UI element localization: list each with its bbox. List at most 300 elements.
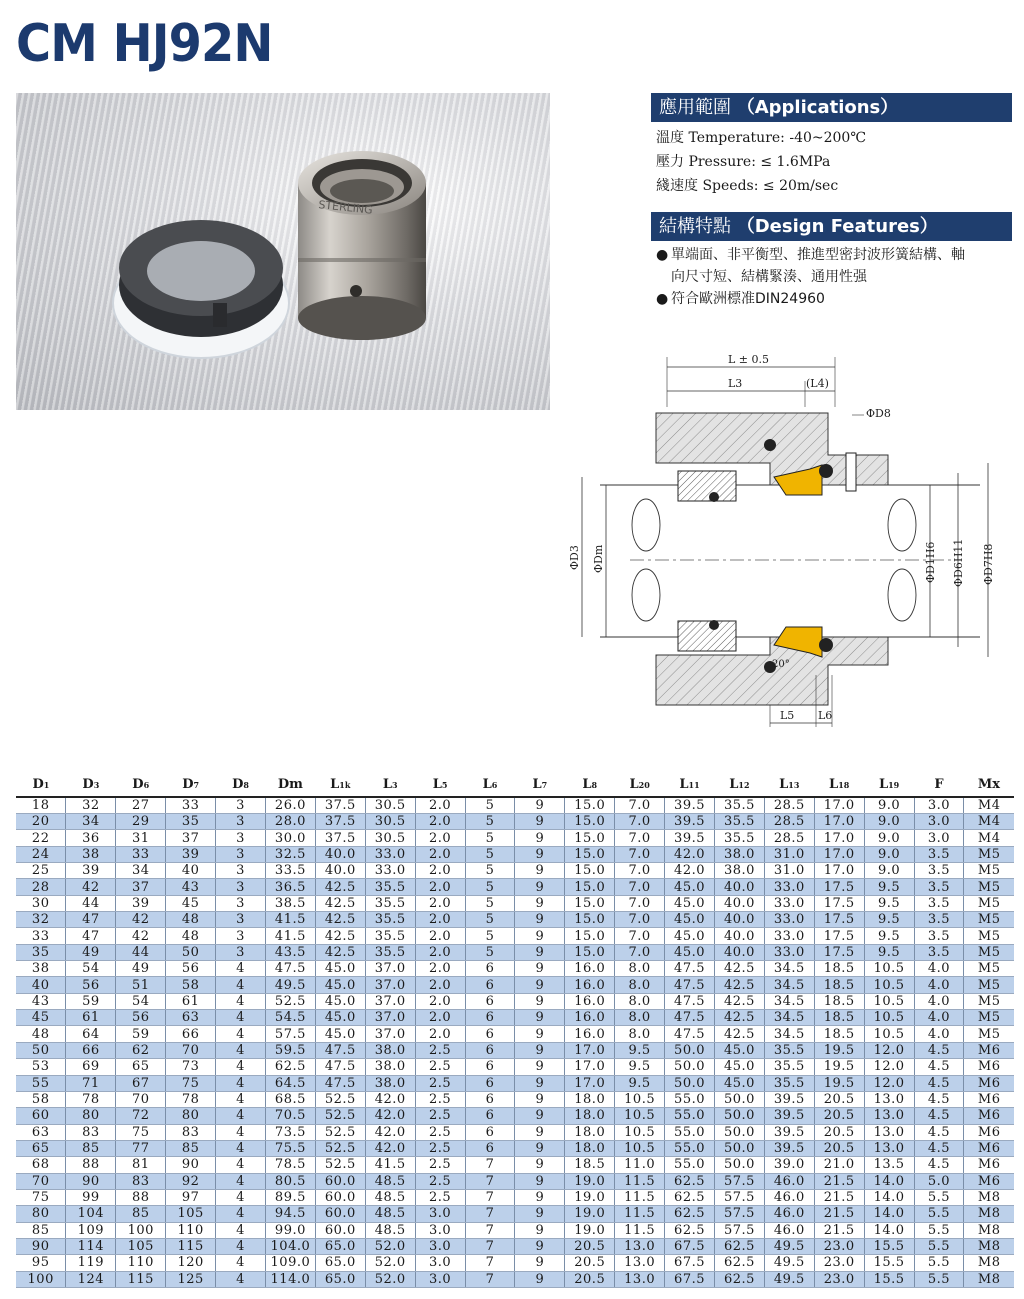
table-cell: 52.5 (315, 1140, 365, 1156)
table-cell: 50 (16, 1042, 66, 1058)
table-cell: 4 (216, 961, 266, 977)
table-cell: 39.5 (764, 1124, 814, 1140)
table-cell: 55.0 (665, 1140, 715, 1156)
table-cell: 17.0 (814, 830, 864, 846)
table-cell: 22 (16, 830, 66, 846)
table-cell: M5 (964, 944, 1014, 960)
table-cell: 40 (166, 863, 216, 879)
table-cell: 9 (515, 1238, 565, 1254)
table-cell: 2.0 (415, 1010, 465, 1026)
table-cell: 67.5 (665, 1271, 715, 1287)
table-cell: 33 (116, 846, 166, 862)
bullet-icon: ● (656, 247, 669, 263)
table-cell: 5.0 (914, 1173, 964, 1189)
table-cell: 17.0 (565, 1059, 615, 1075)
table-cell: 18.5 (814, 993, 864, 1009)
table-cell: 89.5 (265, 1189, 315, 1205)
table-cell: 2.0 (415, 928, 465, 944)
table-cell: 65.0 (315, 1255, 365, 1271)
table-row (16, 830, 1014, 846)
table-cell: 5.5 (914, 1238, 964, 1254)
table-cell: 9 (515, 863, 565, 879)
table-cell: 63 (166, 1010, 216, 1026)
table-cell: 35.5 (365, 879, 415, 895)
table-cell: 3.0 (415, 1222, 465, 1238)
table-cell: 60 (16, 1108, 66, 1124)
table-cell: 16.0 (565, 1010, 615, 1026)
table-cell: 83 (116, 1173, 166, 1189)
table-cell: 2.0 (415, 993, 465, 1009)
table-cell: 85 (116, 1206, 166, 1222)
table-cell: 125 (166, 1271, 216, 1287)
table-cell: 75 (16, 1189, 66, 1205)
table-cell: 39.0 (764, 1157, 814, 1173)
table-cell: 57.5 (714, 1173, 764, 1189)
table-cell: 15.0 (565, 928, 615, 944)
table-row (16, 1173, 1014, 1189)
table-cell: 58 (166, 977, 216, 993)
table-cell: 2.0 (415, 912, 465, 928)
table-cell: 43.5 (265, 944, 315, 960)
table-cell: 2.0 (415, 895, 465, 911)
table-row (16, 928, 1014, 944)
table-cell: 16.0 (565, 1026, 615, 1042)
spec-temperature: 溫度 Temperature: -40~200℃ (656, 130, 866, 146)
column-header: L19 (864, 773, 914, 797)
table-cell: 20.5 (814, 1140, 864, 1156)
table-cell: 45.0 (315, 993, 365, 1009)
table-cell: 9 (515, 1010, 565, 1026)
table-cell: 52.5 (315, 1157, 365, 1173)
table-cell: 10.5 (864, 977, 914, 993)
table-cell: 6 (465, 1026, 515, 1042)
table-cell: 4.5 (914, 1124, 964, 1140)
table-cell: 100 (16, 1271, 66, 1287)
table-cell: 17.5 (814, 895, 864, 911)
table-cell: 54 (116, 993, 166, 1009)
table-cell: 4.0 (914, 993, 964, 1009)
table-cell: 109 (66, 1222, 116, 1238)
table-cell: 42.5 (315, 895, 365, 911)
table-cell: M6 (964, 1173, 1014, 1189)
table-cell: 50.0 (714, 1091, 764, 1107)
table-cell: 13.0 (864, 1108, 914, 1124)
table-cell: 34.5 (764, 993, 814, 1009)
table-cell: 4 (216, 993, 266, 1009)
table-cell: 95 (16, 1255, 66, 1271)
table-cell: 10.5 (864, 1010, 914, 1026)
table-cell: 4.5 (914, 1059, 964, 1075)
table-cell: 78 (166, 1091, 216, 1107)
table-cell: 9.5 (615, 1042, 665, 1058)
table-header-row (16, 773, 1014, 797)
table-cell: M6 (964, 1108, 1014, 1124)
table-cell: 54 (66, 961, 116, 977)
table-cell: 15.0 (565, 797, 615, 814)
table-cell: 15.0 (565, 879, 615, 895)
table-cell: 47.5 (315, 1042, 365, 1058)
table-cell: 9 (515, 1140, 565, 1156)
table-cell: 50.0 (665, 1059, 715, 1075)
table-cell: 42.5 (315, 879, 365, 895)
table-cell: 6 (465, 1010, 515, 1026)
table-cell: 4.5 (914, 1042, 964, 1058)
table-cell: 85 (66, 1140, 116, 1156)
table-cell: 10.5 (615, 1140, 665, 1156)
table-cell: 80.5 (265, 1173, 315, 1189)
table-cell: 37 (116, 879, 166, 895)
table-cell: 3.5 (914, 846, 964, 862)
table-cell: 27 (116, 797, 166, 814)
table-cell: 33.0 (764, 944, 814, 960)
table-cell: 115 (116, 1271, 166, 1287)
table-cell: 3.0 (415, 1255, 465, 1271)
label-D1: ΦD1H6 (924, 541, 937, 583)
table-cell: 60.0 (315, 1173, 365, 1189)
table-cell: 45.0 (315, 961, 365, 977)
table-cell: M8 (964, 1238, 1014, 1254)
table-cell: 9 (515, 993, 565, 1009)
table-cell: 81 (116, 1157, 166, 1173)
table-cell: 43 (16, 993, 66, 1009)
table-cell: 62.5 (665, 1206, 715, 1222)
table-cell: 39 (66, 863, 116, 879)
table-cell: 42.5 (714, 1010, 764, 1026)
table-cell: 39.5 (764, 1091, 814, 1107)
table-cell: 34.5 (764, 1010, 814, 1026)
table-cell: 2.5 (415, 1140, 465, 1156)
table-cell: 7.0 (615, 814, 665, 830)
table-cell: 50.0 (665, 1075, 715, 1091)
table-cell: 32.5 (265, 846, 315, 862)
table-cell: 39 (166, 846, 216, 862)
table-cell: 45.0 (315, 977, 365, 993)
table-cell: 48.5 (365, 1189, 415, 1205)
table-cell: M5 (964, 912, 1014, 928)
table-cell: 37.0 (365, 1010, 415, 1026)
table-cell: 38.0 (714, 863, 764, 879)
column-header: L5 (415, 773, 465, 797)
table-cell: 8.0 (615, 993, 665, 1009)
column-header: Dm (265, 773, 315, 797)
table-cell: 10.5 (615, 1124, 665, 1140)
table-cell: 47.5 (665, 961, 715, 977)
table-cell: 59 (116, 1026, 166, 1042)
table-cell: M5 (964, 895, 1014, 911)
table-cell: 45.0 (315, 1026, 365, 1042)
table-cell: 17.0 (565, 1042, 615, 1058)
table-cell: 7 (465, 1255, 515, 1271)
table-cell: M4 (964, 797, 1014, 814)
table-cell: 72 (116, 1108, 166, 1124)
label-D6: ΦD6H11 (952, 538, 965, 587)
table-row (16, 1091, 1014, 1107)
table-cell: 15.5 (864, 1238, 914, 1254)
table-cell: 4 (216, 1238, 266, 1254)
feature-item-1-line-2: 向尺寸短、結構緊湊、通用性强 (671, 269, 867, 285)
table-cell: 34.5 (764, 977, 814, 993)
table-cell: 9 (515, 797, 565, 814)
table-cell: 105 (166, 1206, 216, 1222)
table-cell: 4 (216, 1222, 266, 1238)
table-cell: 12.0 (864, 1042, 914, 1058)
table-cell: 13.0 (615, 1271, 665, 1287)
table-cell: 70 (16, 1173, 66, 1189)
column-header: L3 (365, 773, 415, 797)
table-cell: 78 (66, 1091, 116, 1107)
table-cell: 67 (116, 1075, 166, 1091)
table-cell: 33.0 (365, 846, 415, 862)
table-cell: 75.5 (265, 1140, 315, 1156)
table-row (16, 944, 1014, 960)
table-cell: 9 (515, 1189, 565, 1205)
table-cell: 33.0 (764, 912, 814, 928)
table-cell: 11.5 (615, 1189, 665, 1205)
table-row (16, 1026, 1014, 1042)
table-cell: 4 (216, 1026, 266, 1042)
table-cell: 33.0 (764, 895, 814, 911)
feature-item-2-text: 符合歐洲標准DIN24960 (671, 291, 825, 307)
table-cell: 37.0 (365, 961, 415, 977)
table-cell: 4 (216, 1091, 266, 1107)
table-cell: 9 (515, 1271, 565, 1287)
table-cell: 28.0 (265, 814, 315, 830)
table-cell: 47.5 (315, 1059, 365, 1075)
table-cell: 62 (116, 1042, 166, 1058)
table-cell: 55.0 (665, 1108, 715, 1124)
feature-item-2 (656, 288, 1016, 310)
table-cell: 13.0 (864, 1140, 914, 1156)
table-cell: 47.5 (315, 1075, 365, 1091)
table-cell: 61 (166, 993, 216, 1009)
table-row (16, 1238, 1014, 1254)
table-cell: 17.0 (814, 797, 864, 814)
table-row (16, 1189, 1014, 1205)
photo-engraving-text: STERLING (317, 198, 374, 217)
table-row (16, 895, 1014, 911)
table-cell: 24 (16, 846, 66, 862)
table-cell: 18 (16, 797, 66, 814)
table-cell: 17.5 (814, 928, 864, 944)
table-cell: 2.0 (415, 977, 465, 993)
table-cell: 3.0 (415, 1206, 465, 1222)
table-cell: M6 (964, 1059, 1014, 1075)
table-cell: 42.0 (365, 1140, 415, 1156)
table-cell: 18.5 (814, 1010, 864, 1026)
table-row (16, 1042, 1014, 1058)
table-cell: 68.5 (265, 1091, 315, 1107)
table-cell: 9.0 (864, 830, 914, 846)
table-cell: 2.0 (415, 1026, 465, 1042)
table-cell: M8 (964, 1271, 1014, 1287)
table-cell: 7.0 (615, 830, 665, 846)
table-row (16, 1075, 1014, 1091)
table-cell: 47 (66, 928, 116, 944)
table-cell: 110 (166, 1222, 216, 1238)
table-cell: 4.0 (914, 977, 964, 993)
table-cell: 14.0 (864, 1222, 914, 1238)
table-cell: 114 (66, 1238, 116, 1254)
table-cell: 9.0 (864, 846, 914, 862)
table-cell: 31.0 (764, 863, 814, 879)
table-cell: 7.0 (615, 846, 665, 862)
table-cell: 6 (465, 993, 515, 1009)
design-header-en: （Design Features） (736, 216, 938, 237)
table-cell: 4 (216, 977, 266, 993)
table-cell: 9 (515, 1026, 565, 1042)
table-cell: 13.0 (615, 1255, 665, 1271)
technical-drawing (560, 345, 1020, 740)
table-cell: 5 (465, 863, 515, 879)
table-cell: 45.0 (315, 1010, 365, 1026)
table-cell: 66 (166, 1026, 216, 1042)
table-row (16, 961, 1014, 977)
table-cell: 2.5 (415, 1042, 465, 1058)
table-cell: 50.0 (665, 1042, 715, 1058)
table-cell: 44 (116, 944, 166, 960)
table-cell: 19.0 (565, 1189, 615, 1205)
table-cell: 56 (66, 977, 116, 993)
table-cell: 12.0 (864, 1059, 914, 1075)
table-cell: 55 (16, 1075, 66, 1091)
table-cell: 35.5 (714, 797, 764, 814)
table-cell: 45.0 (714, 1042, 764, 1058)
table-cell: 9.0 (864, 814, 914, 830)
table-cell: 33.0 (365, 863, 415, 879)
table-cell: 17.5 (814, 912, 864, 928)
table-cell: 52.0 (365, 1255, 415, 1271)
table-cell: 38.0 (365, 1042, 415, 1058)
table-cell: 20.5 (565, 1255, 615, 1271)
table-cell: 28.5 (764, 830, 814, 846)
table-cell: 9.5 (615, 1075, 665, 1091)
table-cell: 70 (116, 1091, 166, 1107)
table-cell: 94.5 (265, 1206, 315, 1222)
table-cell: 9 (515, 912, 565, 928)
table-cell: M4 (964, 830, 1014, 846)
table-cell: 38.0 (365, 1059, 415, 1075)
table-cell: M5 (964, 1026, 1014, 1042)
table-row (16, 1059, 1014, 1075)
table-cell: 8.0 (615, 1010, 665, 1026)
table-cell: 9 (515, 1124, 565, 1140)
table-cell: 73.5 (265, 1124, 315, 1140)
table-cell: 33 (166, 797, 216, 814)
table-cell: 28 (16, 879, 66, 895)
table-cell: 14.0 (864, 1173, 914, 1189)
table-cell: 2.0 (415, 830, 465, 846)
table-cell: 9.5 (864, 895, 914, 911)
table-cell: 46.0 (764, 1173, 814, 1189)
table-cell: 5.5 (914, 1271, 964, 1287)
table-cell: 18.5 (565, 1157, 615, 1173)
table-row (16, 814, 1014, 830)
table-cell: 47.5 (265, 961, 315, 977)
table-cell: 6 (465, 1075, 515, 1091)
table-cell: 15.0 (565, 846, 615, 862)
table-row (16, 912, 1014, 928)
table-cell: 49 (66, 944, 116, 960)
table-row (16, 1271, 1014, 1287)
table-cell: 12.0 (864, 1075, 914, 1091)
design-header-cn: 結構特點 (659, 216, 731, 237)
table-cell: 7 (465, 1238, 515, 1254)
table-cell: 42 (66, 879, 116, 895)
table-cell: 3.0 (415, 1271, 465, 1287)
table-cell: 17.0 (814, 863, 864, 879)
table-cell: 5 (465, 912, 515, 928)
table-cell: 66 (66, 1042, 116, 1058)
table-cell: 65 (16, 1140, 66, 1156)
column-header: D6 (116, 773, 166, 797)
table-cell: 7.0 (615, 863, 665, 879)
table-cell: 85 (166, 1140, 216, 1156)
table-cell: 39.5 (665, 814, 715, 830)
table-cell: 15.0 (565, 895, 615, 911)
table-cell: 8.0 (615, 961, 665, 977)
table-cell: 36 (66, 830, 116, 846)
table-cell: 10.5 (615, 1108, 665, 1124)
table-cell: 48 (166, 912, 216, 928)
table-cell: M6 (964, 1091, 1014, 1107)
table-cell: 42.0 (665, 863, 715, 879)
table-cell: 4 (216, 1140, 266, 1156)
table-cell: 45.0 (665, 912, 715, 928)
table-cell: 57.5 (714, 1206, 764, 1222)
table-cell: 36.5 (265, 879, 315, 895)
table-cell: 9.5 (864, 944, 914, 960)
table-cell: 39.5 (665, 830, 715, 846)
table-cell: 34 (116, 863, 166, 879)
table-cell: 17.5 (814, 944, 864, 960)
table-cell: 60.0 (315, 1222, 365, 1238)
table-cell: 42.5 (315, 944, 365, 960)
table-cell: 5.5 (914, 1206, 964, 1222)
label-L3: L3 (728, 377, 743, 390)
table-cell: 31 (116, 830, 166, 846)
table-cell: 9 (515, 1042, 565, 1058)
table-cell: 9 (515, 1255, 565, 1271)
table-cell: 2.0 (415, 846, 465, 862)
table-cell: 34.5 (764, 1026, 814, 1042)
table-cell: 21.5 (814, 1189, 864, 1205)
table-row (16, 1010, 1014, 1026)
table-cell: 35.5 (764, 1059, 814, 1075)
table-cell: 64.5 (265, 1075, 315, 1091)
table-cell: 14.0 (864, 1206, 914, 1222)
table-cell: 11.5 (615, 1206, 665, 1222)
table-cell: 20 (16, 814, 66, 830)
page-title: CM HJ92N (16, 14, 273, 74)
table-cell: 45.0 (665, 944, 715, 960)
table-cell: 42.0 (365, 1091, 415, 1107)
label-D8: ΦD8 (866, 407, 891, 420)
table-cell: 4 (216, 1010, 266, 1026)
label-angle: 20° (772, 659, 790, 670)
table-row (16, 1108, 1014, 1124)
table-cell: 2.0 (415, 814, 465, 830)
table-cell: 62.5 (714, 1238, 764, 1254)
column-header: L13 (764, 773, 814, 797)
table-cell: 8.0 (615, 1026, 665, 1042)
table-cell: 17.0 (565, 1075, 615, 1091)
table-cell: 2.0 (415, 863, 465, 879)
table-cell: 42.5 (315, 928, 365, 944)
table-cell: 55.0 (665, 1124, 715, 1140)
table-cell: 4 (216, 1059, 266, 1075)
table-cell: 3.5 (914, 928, 964, 944)
table-cell: 46.0 (764, 1189, 814, 1205)
